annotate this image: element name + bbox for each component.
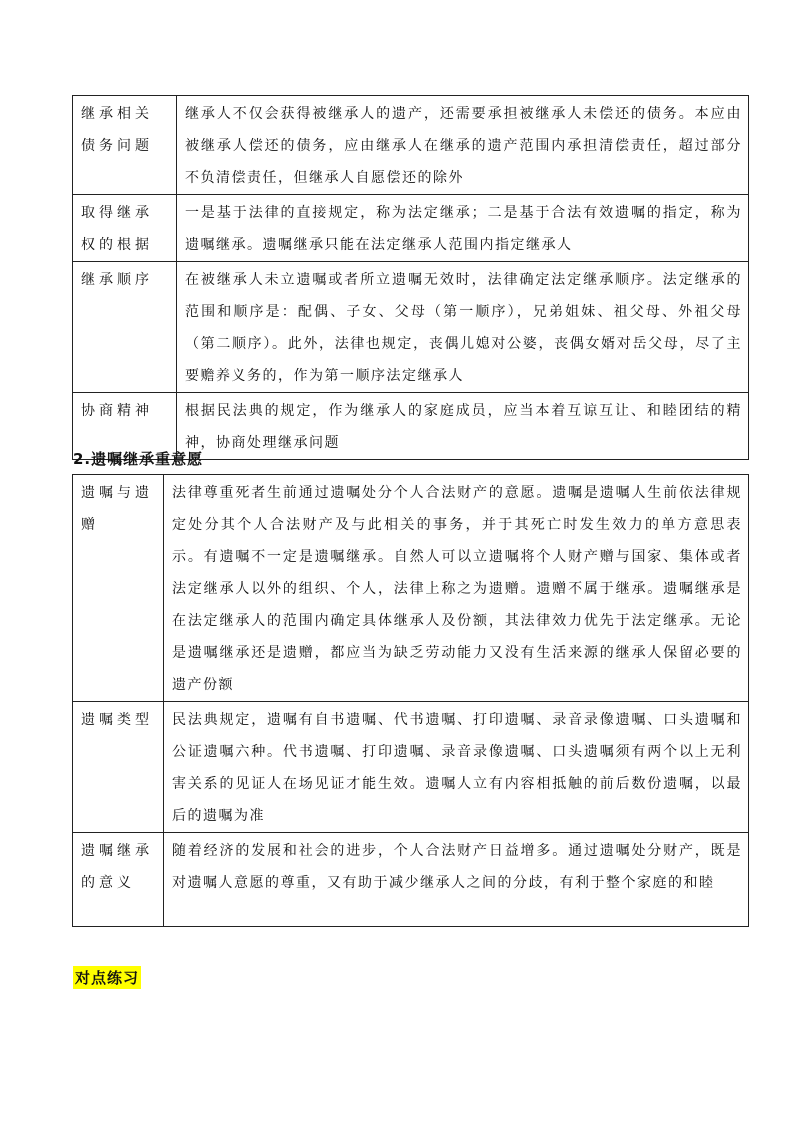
row-key: 遗嘱类型	[73, 702, 164, 833]
row-value: 法律尊重死者生前通过遗嘱处分个人合法财产的意愿。遗嘱是遗嘱人生前依法律规定处分其个人合法财产及与此相关的事务，并于其死亡时发生效力的单方意思表示。有遗嘱不一定是遗嘱继承。自然人可以立遗嘱将个人财产赠与国家、集体或者法定继承人以外的组织、个人，法律上称之为遗赠。遗赠不属于继承。遗嘱继承是在法定继承人的范围内确定具体继承人及份额，其法律效力优先于法定继承。无论是遗嘱继承还是遗赠，都应当为缺乏劳动能力又没有生活来源的继承人保留必要的遗产份额	[164, 475, 749, 702]
row-value: 继承人不仅会获得被继承人的遗产，还需要承担被继承人未偿还的债务。本应由被继承人偿还的债务，应由继承人在继承的遗产范围内承担清偿责任，超过部分不负清偿责任，但继承人自愿偿还的除外	[177, 96, 749, 195]
row-value: 一是基于法律的直接规定，称为法定继承；二是基于合法有效遗嘱的指定，称为遗嘱继承。遗嘱继承只能在法定继承人范围内指定继承人	[177, 195, 749, 262]
row-value: 随着经济的发展和社会的进步，个人合法财产日益增多。通过遗嘱处分财产，既是对遗嘱人意愿的尊重，又有助于减少继承人之间的分歧，有利于整个家庭的和睦	[164, 833, 749, 927]
row-value: 在被继承人未立遗嘱或者所立遗嘱无效时，法律确定法定继承顺序。法定继承的范围和顺序是：配偶、子女、父母（第一顺序），兄弟姐妹、祖父母、外祖父母（第二顺序）。此外，法律也规定，丧偶儿媳对公婆，丧偶女婿对岳父母，尽了主要赡养义务的，作为第一顺序法定继承人	[177, 262, 749, 393]
inheritance-table	[72, 95, 749, 460]
row-key: 遗嘱继承的意义	[73, 833, 164, 927]
row-key: 继承顺序	[73, 262, 177, 393]
row-key: 遗嘱与遗赠	[73, 475, 164, 702]
table-row	[73, 833, 749, 927]
section-heading: 2.遗嘱继承重意愿	[73, 450, 204, 468]
row-value: 根据民法典的规定，作为继承人的家庭成员，应当本着互谅互让、和睦团结的精神，协商处理继承问题	[177, 393, 749, 460]
table-row	[73, 195, 749, 262]
table-row	[73, 262, 749, 393]
row-key: 继承相关债务问题	[73, 96, 177, 195]
table-row	[73, 702, 749, 833]
will-inheritance-table	[72, 474, 749, 927]
row-key: 协商精神	[73, 393, 177, 460]
table-row	[73, 475, 749, 702]
practice-label: 对点练习	[73, 966, 141, 989]
row-value: 民法典规定，遗嘱有自书遗嘱、代书遗嘱、打印遗嘱、录音录像遗嘱、口头遗嘱和公证遗嘱六种。代书遗嘱、打印遗嘱、录音录像遗嘱、口头遗嘱须有两个以上无利害关系的见证人在场见证才能生效。遗嘱人立有内容相抵触的前后数份遗嘱，以最后的遗嘱为准	[164, 702, 749, 833]
table-row	[73, 96, 749, 195]
row-key: 取得继承权的根据	[73, 195, 177, 262]
